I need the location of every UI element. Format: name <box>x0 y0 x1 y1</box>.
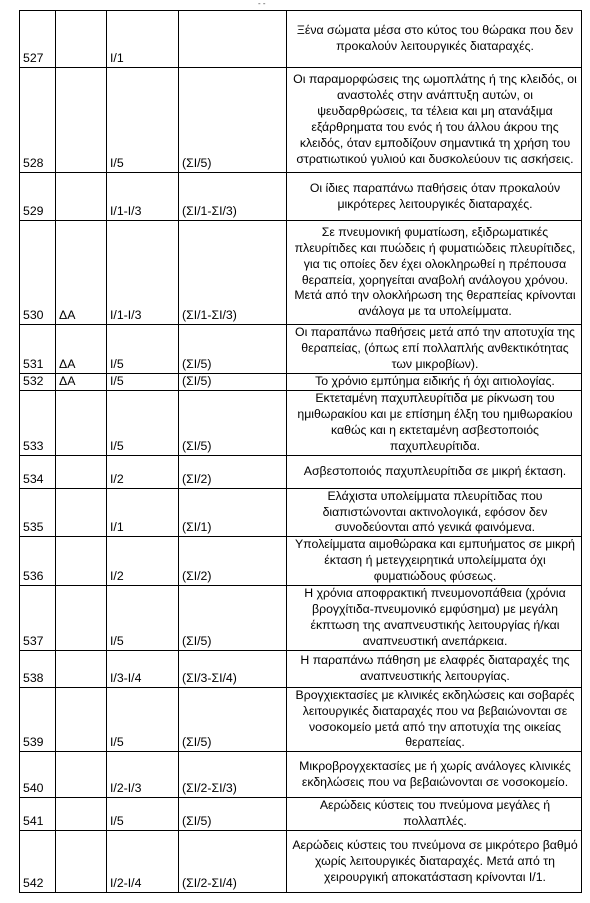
row-number: 533 <box>20 391 56 456</box>
table-row <box>20 325 582 374</box>
row-number: 540 <box>20 752 56 798</box>
row-category: I/2-I/4 <box>107 831 179 893</box>
row-ci-category: (ΣΙ/5) <box>179 687 287 752</box>
row-description: Ασβεστοποιός παχυπλευρίτιδα σε μικρή έκταση. <box>287 455 582 488</box>
row-code: ΔΑ <box>56 325 107 374</box>
row-ci-category: (ΣΙ/1-ΣΙ/3) <box>179 221 287 325</box>
row-category: I/5 <box>107 325 179 374</box>
table-row <box>20 650 582 687</box>
row-category: I/1-I/3 <box>107 221 179 325</box>
row-number: 529 <box>20 173 56 221</box>
table-row <box>20 537 582 586</box>
row-number: 527 <box>20 11 56 68</box>
row-description: Εκτεταμένη παχυπλευρίτιδα με ρίκνωση του ημιθωρακίου και με επίσημη έλξη του ημιθωρακίου καθώς και η εκτεταμένη ασβεστοποιός παχυπλευρίτιδα. <box>287 391 582 456</box>
row-category: I/5 <box>107 586 179 651</box>
row-category: I/5 <box>107 798 179 831</box>
row-ci-category: (ΣΙ/2-ΣΙ/3) <box>179 752 287 798</box>
row-ci-category: (ΣΙ/5) <box>179 391 287 456</box>
row-category: I/1 <box>107 11 179 68</box>
row-description: Οι ίδιες παραπάνω παθήσεις όταν προκαλούν μικρότερες λειτουργικές διαταραχές. <box>287 173 582 221</box>
row-ci-category: (ΣΙ/2) <box>179 455 287 488</box>
row-ci-category: (ΣΙ/5) <box>179 374 287 391</box>
row-category: I/2 <box>107 537 179 586</box>
row-number: 531 <box>20 325 56 374</box>
row-code <box>56 173 107 221</box>
table-row <box>20 455 582 488</box>
row-number: 541 <box>20 798 56 831</box>
row-description: Το χρόνιο εμπύημα ειδικής ή όχι αιτιολογίας. <box>287 374 582 391</box>
row-code <box>56 455 107 488</box>
row-code <box>56 650 107 687</box>
disability-classification-table <box>19 10 582 893</box>
table-row <box>20 488 582 537</box>
row-description: Ξένα σώματα μέσα στο κύτος του θώρακα που δεν προκαλούν λειτουργικές διαταραχές. <box>287 11 582 68</box>
row-description: Η χρόνια αποφρακτική πνευμονοπάθεια (χρόνια βρογχίτιδα-πνευμονικό εμφύσημα) με μεγάλη έκπτωση της αναπνευστικής λειτουργίας ή/και αναπνευστική ανεπάρκεια. <box>287 586 582 651</box>
row-description: Οι παραμορφώσεις της ωμοπλάτης ή της κλειδός, οι αναστολές στην ανάπτυξη αυτών, οι ψευδαρθρώσεις, τα τέλεια και μη ατανάξιμα εξάρθρηματα του ενός ή του άλλου άκρου της κλειδός, όταν εμποδίζουν σημαντικά τη χρήση του στρατιωτικού γυλιού και δυσκολεύουν τις ασκήσεις. <box>287 68 582 173</box>
row-number: 532 <box>20 374 56 391</box>
row-description: Αερώδεις κύστεις του πνεύμονα μεγάλες ή πολλαπλές. <box>287 798 582 831</box>
row-description: Σε πνευμονική φυματίωση, εξιδρωματικές πλευρίτιδες και πυώδεις ή φυματιώδεις πλευρίτιδες, για τις οποίες δεν έχει ολοκληρωθεί η πρέπουσα θεραπεία, χορηγείται αναβολή ανάλογου χρόνου. Μετά από την ολοκλήρωση της θεραπείας κρίνονται ανάλογα με τα υπολείμματα. <box>287 221 582 325</box>
row-ci-category: (ΣΙ/1-ΣΙ/3) <box>179 173 287 221</box>
row-description: Μικροβρογχεκτασίες με ή χωρίς ανάλογες κλινικές εκδηλώσεις που να βεβαιώνονται σε νοσοκομείο. <box>287 752 582 798</box>
row-code <box>56 687 107 752</box>
row-category: I/2 <box>107 455 179 488</box>
table-row <box>20 11 582 68</box>
row-ci-category: (ΣΙ/5) <box>179 586 287 651</box>
row-ci-category: (ΣΙ/3-ΣΙ/4) <box>179 650 287 687</box>
row-ci-category: (ΣΙ/2-ΣΙ/4) <box>179 831 287 893</box>
row-ci-category: (ΣΙ/1) <box>179 488 287 537</box>
row-category: I/2-I/3 <box>107 752 179 798</box>
row-description: Ελάχιστα υπολείμματα πλευρίτιδας που διαπιστώνονται ακτινολογικά, εφόσον δεν συνοδεύονται από γενικά φαινόμενα. <box>287 488 582 537</box>
row-category: I/3-I/4 <box>107 650 179 687</box>
row-code: ΔΑ <box>56 374 107 391</box>
row-ci-category: (ΣΙ/5) <box>179 68 287 173</box>
row-code <box>56 488 107 537</box>
table-row <box>20 173 582 221</box>
row-ci-category: (ΣΙ/5) <box>179 325 287 374</box>
row-category: I/5 <box>107 687 179 752</box>
row-code <box>56 11 107 68</box>
row-code <box>56 586 107 651</box>
table-row <box>20 831 582 893</box>
table-row <box>20 586 582 651</box>
row-category: I/5 <box>107 68 179 173</box>
row-number: 530 <box>20 221 56 325</box>
row-category: I/1-I/3 <box>107 173 179 221</box>
row-description: Η παραπάνω πάθηση με ελαφρές διαταραχές της αναπνευστικής λειτουργίας. <box>287 650 582 687</box>
row-number: 534 <box>20 455 56 488</box>
row-number: 536 <box>20 537 56 586</box>
row-category: I/5 <box>107 391 179 456</box>
row-description: Αερώδεις κύστεις του πνεύμονα σε μικρότερο βαθμό χωρίς λειτουργικές διαταραχές. Μετά από τη χειρουργική αποκατάσταση κρίνονται I/1. <box>287 831 582 893</box>
row-code: ΔΑ <box>56 221 107 325</box>
row-number: 537 <box>20 586 56 651</box>
row-ci-category <box>179 11 287 68</box>
row-code <box>56 752 107 798</box>
row-code <box>56 798 107 831</box>
row-code <box>56 391 107 456</box>
row-ci-category: (ΣΙ/5) <box>179 798 287 831</box>
table-row <box>20 391 582 456</box>
table-row <box>20 798 582 831</box>
row-category: I/1 <box>107 488 179 537</box>
row-number: 539 <box>20 687 56 752</box>
row-number: 542 <box>20 831 56 893</box>
row-code <box>56 831 107 893</box>
row-description: Υπολείμματα αιμοθώρακα και εμπυήματος σε μικρή έκταση ή μετεγχειρητικά υπολείμματα όχι φυματιώδους φύσεως. <box>287 537 582 586</box>
row-number: 538 <box>20 650 56 687</box>
table-row <box>20 221 582 325</box>
table-row <box>20 374 582 391</box>
row-ci-category: (ΣΙ/2) <box>179 537 287 586</box>
row-code <box>56 68 107 173</box>
table-row <box>20 687 582 752</box>
row-description: Οι παραπάνω παθήσεις μετά από την αποτυχία της θεραπείας, (όπως επί πολλαπλής ανθεκτικότητας των μικροβίων). <box>287 325 582 374</box>
row-number: 535 <box>20 488 56 537</box>
table-row <box>20 752 582 798</box>
row-description: Βρογχιεκτασίες με κλινικές εκδηλώσεις και σοβαρές λειτουργικές διαταραχές που να βεβαιώνονται σε νοσοκομείο μετά από την αποτυχία της οικείας θεραπείας. <box>287 687 582 752</box>
page-top-mark: - - <box>258 0 266 8</box>
table-body <box>20 11 582 893</box>
row-code <box>56 537 107 586</box>
table-row <box>20 68 582 173</box>
row-number: 528 <box>20 68 56 173</box>
row-category: I/5 <box>107 374 179 391</box>
